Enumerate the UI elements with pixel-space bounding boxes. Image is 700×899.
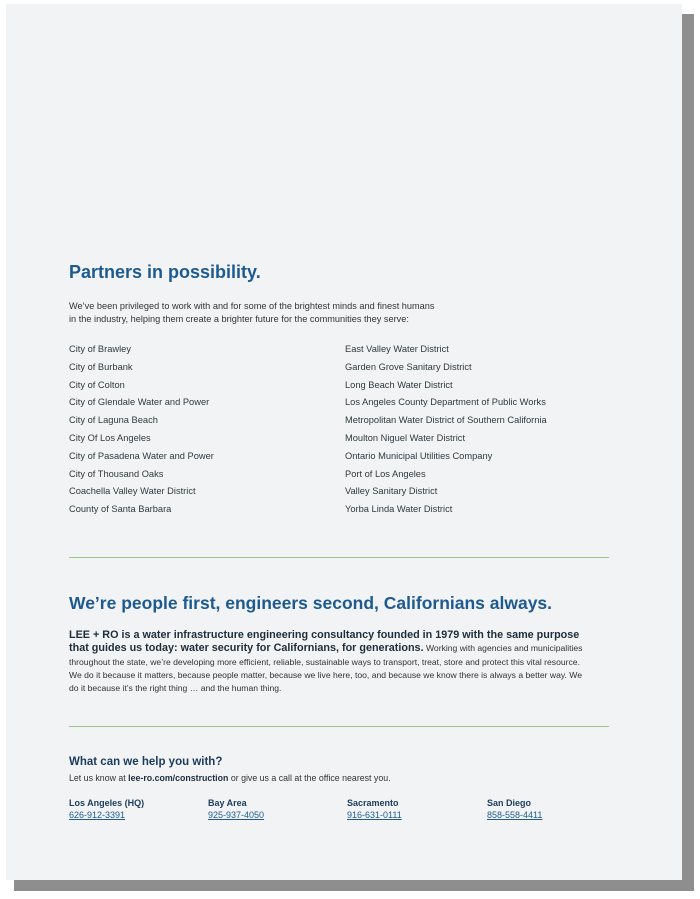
help-suffix: or give us a call at the office nearest you. xyxy=(228,773,391,783)
office-los-angeles xyxy=(69,798,144,820)
office-phone-link[interactable]: 916-631-0111 xyxy=(347,810,402,820)
website-link[interactable]: lee-ro.com/construction xyxy=(128,773,229,783)
section-divider xyxy=(69,557,609,558)
about-heading: We’re people first, engineers second, Californians always. xyxy=(69,593,553,613)
about-paragraph xyxy=(69,629,589,695)
partner-item: City of Burbank xyxy=(69,361,133,372)
partner-item: East Valley Water District xyxy=(345,344,449,354)
intro-line-1: We’ve been privileged to work with and for some of the brightest minds and finest humans xyxy=(69,301,435,311)
partner-item: City of Thousand Oaks xyxy=(69,468,164,479)
office-name: Los Angeles (HQ) xyxy=(69,798,145,808)
office-name: Sacramento xyxy=(347,798,399,808)
partner-item: Long Beach Water District xyxy=(345,379,453,390)
about-body: Working with agencies and municipalities throughout the state, we’re developing more efficient, reliable, sustainable ways to transport, treat, store and protect this vital resource. We do it because it matters, because people matter, because we live here, too, and because we know there is always a better way. We do it because it’s the right thing … and the human thing. xyxy=(69,643,583,694)
office-phone-link[interactable]: 626-912-3391 xyxy=(69,810,126,820)
help-title: What can we help you with? xyxy=(69,756,223,768)
partner-item: Metropolitan Water District of Southern California xyxy=(345,415,547,426)
office-bay-area xyxy=(208,798,264,820)
partner-item: City of Laguna Beach xyxy=(69,415,158,426)
partner-item: Moulton Niguel Water District xyxy=(345,432,466,443)
help-subtitle xyxy=(69,773,391,783)
partner-item: Yorba Linda Water District xyxy=(345,504,453,515)
office-phone-link[interactable]: 925-937-4050 xyxy=(208,810,265,820)
office-name: San Diego xyxy=(487,798,532,808)
partner-item: City of Pasadena Water and Power xyxy=(69,450,214,461)
help-prefix: Let us know at xyxy=(69,773,129,783)
partner-item: Port of Los Angeles xyxy=(345,468,426,479)
partners-list-left xyxy=(69,341,214,519)
partner-item: City of Brawley xyxy=(69,344,131,354)
partner-item: County of Santa Barbara xyxy=(69,504,172,515)
partner-item: Coachella Valley Water District xyxy=(69,486,196,497)
intro-line-2: in the industry, helping them create a brighter future for the communities they serve: xyxy=(69,313,409,324)
partner-item: City of Glendale Water and Power xyxy=(69,397,210,408)
partner-item: Valley Sanitary District xyxy=(345,486,438,497)
partner-item: Garden Grove Sanitary District xyxy=(345,361,472,372)
section-divider xyxy=(69,726,609,727)
document-page xyxy=(6,4,682,880)
about-lead: LEE + RO is a water infrastructure engineering consultancy founded in 1979 with the same purpose that guides us today: water security for Californians, for generations. xyxy=(69,629,580,655)
office-san-diego xyxy=(487,798,542,820)
office-phone-link[interactable]: 858-558-4411 xyxy=(487,810,543,820)
partner-item: City of Colton xyxy=(69,379,125,390)
partner-item: City Of Los Angeles xyxy=(69,432,151,443)
partner-item: Los Angeles County Department of Public Works xyxy=(345,397,546,408)
partners-intro xyxy=(69,300,469,325)
partners-list-right xyxy=(345,341,547,519)
partner-item: Ontario Municipal Utilities Company xyxy=(345,450,493,461)
office-name: Bay Area xyxy=(208,798,247,808)
partners-heading: Partners in possibility. xyxy=(69,262,261,282)
office-sacramento xyxy=(347,798,402,820)
